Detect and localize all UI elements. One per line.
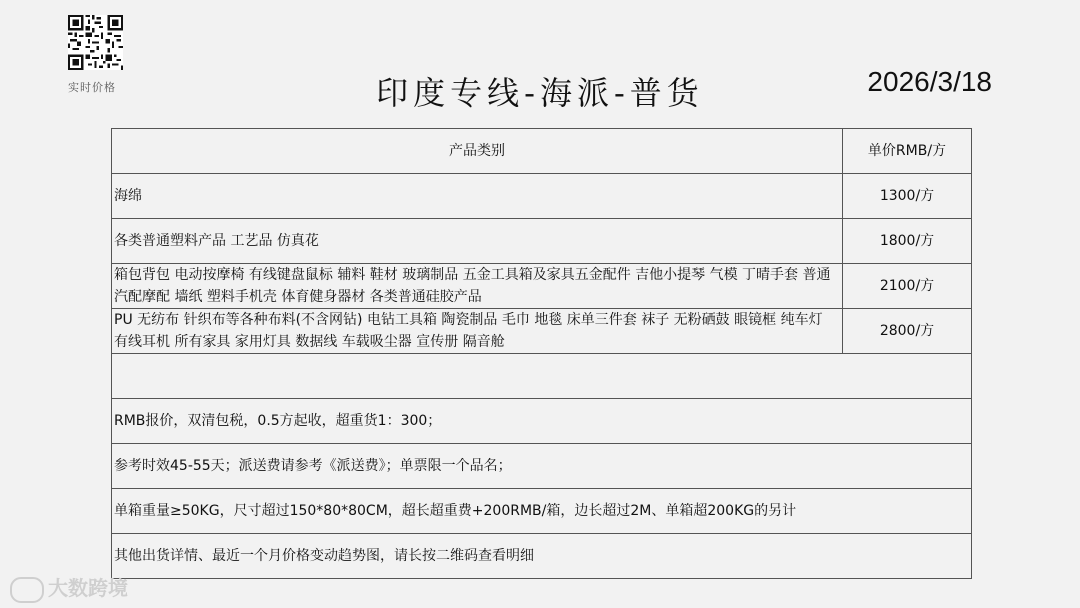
- watermark: [10, 572, 128, 603]
- price-cell: 2100/方: [843, 264, 972, 309]
- category-cell: PU 无纺布 针织布等各种布料(不含网钻) 电钻工具箱 陶瓷制品 毛巾 地毯 床单三件套 袜子 无粉硒鼓 眼镜框 纯车灯 有线耳机 所有家具 家用灯具 数据线 车载吸尘器 宣传册 隔音舱: [112, 309, 843, 354]
- page-title: 印度专线-海派-普货: [376, 74, 704, 112]
- note-row: [112, 534, 972, 579]
- price-cell: 2800/方: [843, 309, 972, 354]
- note-cell: 其他出货详情、最近一个月价格变动趋势图，请长按二维码查看明细: [112, 534, 972, 579]
- table-row: [112, 264, 972, 309]
- blank-cell: [112, 354, 972, 399]
- watermark-text: 大数跨境: [48, 576, 128, 600]
- note-cell: RMB报价，双清包税，0.5方起收，超重货1：300；: [112, 399, 972, 444]
- watermark-logo-icon: [10, 577, 44, 603]
- price-cell: 1300/方: [843, 174, 972, 219]
- qr-code[interactable]: [68, 15, 123, 70]
- table-header-row: [112, 129, 972, 174]
- price-table: [111, 128, 972, 579]
- note-cell: 单箱重量≥50KG，尺寸超过150*80*80CM，超长超重费+200RMB/箱，边长超过2M、单箱超200KG的另计: [112, 489, 972, 534]
- table-row: [112, 174, 972, 219]
- note-row: [112, 399, 972, 444]
- price-cell: 1800/方: [843, 219, 972, 264]
- note-cell: 参考时效45-55天；派送费请参考《派送费》；单票限一个品名；: [112, 444, 972, 489]
- date-label: 2026/3/18: [867, 66, 992, 97]
- note-row: [112, 444, 972, 489]
- table-row: [112, 309, 972, 354]
- category-cell: 海绵: [112, 174, 843, 219]
- table-row: [112, 219, 972, 264]
- header-price: 单价RMB/方: [843, 129, 972, 174]
- qr-caption: 实时价格: [68, 81, 116, 94]
- blank-row: [112, 354, 972, 399]
- category-cell: 各类普通塑料产品 工艺品 仿真花: [112, 219, 843, 264]
- header-category: 产品类别: [112, 129, 843, 174]
- category-cell: 箱包背包 电动按摩椅 有线键盘鼠标 辅料 鞋材 玻璃制品 五金工具箱及家具五金配件 吉他小提琴 气模 丁晴手套 普通汽配摩配 墙纸 塑料手机壳 体育健身器材 各类普通硅胶产品: [112, 264, 843, 309]
- note-row: [112, 489, 972, 534]
